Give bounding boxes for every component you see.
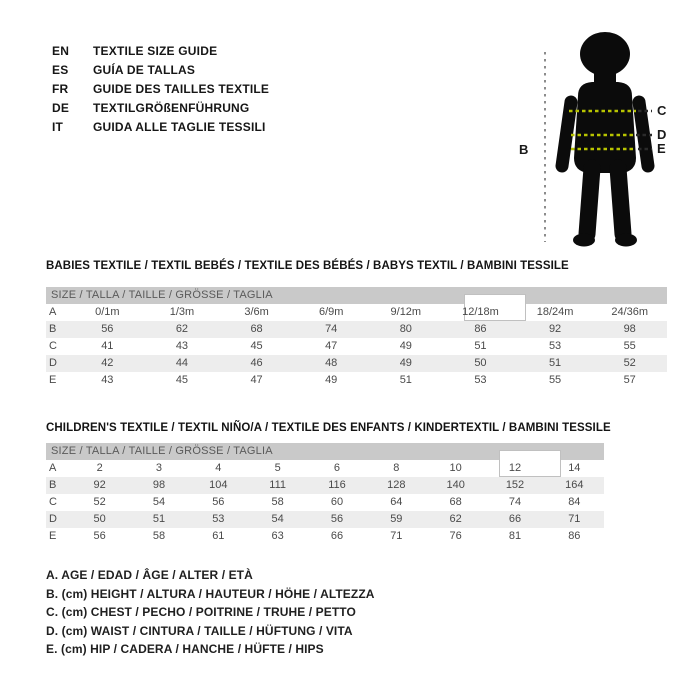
size-cell: 66 xyxy=(330,530,344,542)
size-cell: 81 xyxy=(508,530,522,542)
size-cell: 3 xyxy=(155,462,163,474)
size-cell: 50 xyxy=(474,357,487,369)
size-cell: 24/36m xyxy=(611,306,649,318)
row-label: A xyxy=(49,306,57,318)
size-cell: 42 xyxy=(101,357,114,369)
size-cell: 56 xyxy=(93,530,106,542)
size-cell: 86 xyxy=(474,323,487,335)
size-cell: 58 xyxy=(271,496,284,508)
size-cell: 51 xyxy=(548,357,562,369)
size-cell: 54 xyxy=(152,496,166,508)
size-cell: 152 xyxy=(505,479,525,491)
size-cell: 92 xyxy=(93,479,106,491)
size-cell: 57 xyxy=(623,374,636,386)
size-cell: 8 xyxy=(393,462,400,474)
size-cell: 68 xyxy=(250,323,263,335)
size-cell: 52 xyxy=(93,496,106,508)
size-cell: 47 xyxy=(250,374,263,386)
chest-measure-label: C xyxy=(657,103,667,118)
size-header-bar: SIZE / TALLA / TAILLE / GRÖSSE / TAGLIA xyxy=(46,287,667,304)
size-header-bar: SIZE / TALLA / TAILLE / GRÖSSE / TAGLIA xyxy=(46,443,604,460)
size-cell: 49 xyxy=(399,340,412,352)
size-cell: 116 xyxy=(328,479,346,491)
size-cell: 50 xyxy=(93,513,106,525)
size-cell: 58 xyxy=(152,530,166,542)
row-label: D xyxy=(49,513,57,525)
size-cell: 51 xyxy=(399,374,412,386)
language-code: EN xyxy=(52,44,70,58)
size-cell: 6 xyxy=(333,462,341,474)
size-cell: 41 xyxy=(101,340,114,352)
row-label: D xyxy=(49,357,57,369)
size-cell: 55 xyxy=(623,340,636,352)
babies-table-title: BABIES TEXTILE / TEXTIL BEBÉS / TEXTILE DES BÉBÉS / BABYS TEXTIL / BAMBINI TESSILE xyxy=(46,260,569,272)
language-label: TEXTILGRÖßENFÜHRUNG xyxy=(93,101,250,115)
height-measure-label: B xyxy=(519,142,529,157)
size-cell: 52 xyxy=(623,357,636,369)
size-cell: 98 xyxy=(152,479,166,491)
size-cell: 66 xyxy=(508,513,522,525)
size-cell: 9/12m xyxy=(390,306,422,318)
size-cell: 45 xyxy=(175,374,189,386)
size-cell: 12 xyxy=(508,462,522,474)
language-label: GUIDE DES TAILLES TEXTILE xyxy=(93,82,270,96)
language-row xyxy=(52,118,269,137)
row-label: C xyxy=(49,496,57,508)
language-label: GUIDA ALLE TAGLIE TESSILI xyxy=(93,120,266,134)
size-cell: 47 xyxy=(325,340,338,352)
table-row-d xyxy=(46,355,667,372)
table-row-b xyxy=(46,321,667,338)
size-cell: 4 xyxy=(215,462,222,474)
row-label: E xyxy=(49,530,57,542)
size-cell: 53 xyxy=(548,340,562,352)
size-cell: 14 xyxy=(568,462,581,474)
size-cell: 18/24m xyxy=(536,306,574,318)
size-cell: 53 xyxy=(212,513,225,525)
legend-line: B. (cm) HEIGHT / ALTURA / HAUTEUR / HÖHE / ALTEZZA xyxy=(46,586,375,601)
size-cell: 62 xyxy=(175,323,189,335)
language-row xyxy=(52,80,269,99)
language-title-list xyxy=(52,42,269,137)
legend-line: D. (cm) WAIST / CINTURA / TAILLE / HÜFTUNG / VITA xyxy=(46,623,353,638)
size-cell: 44 xyxy=(175,357,189,369)
measurement-legend xyxy=(46,566,375,659)
size-cell: 6/9m xyxy=(318,306,344,318)
legend-line: C. (cm) CHEST / PECHO / POITRINE / TRUHE / PETTO xyxy=(46,605,356,620)
size-cell: 12/18m xyxy=(462,306,499,318)
table-row-c xyxy=(46,494,604,511)
size-cell: 45 xyxy=(250,340,263,352)
table-row-d xyxy=(46,511,604,528)
legend-line: A. AGE / EDAD / ÂGE / ALTER / ETÀ xyxy=(46,568,253,582)
size-cell: 59 xyxy=(390,513,403,525)
size-cell: 43 xyxy=(101,374,114,386)
size-cell: 56 xyxy=(330,513,344,525)
size-cell: 3/6m xyxy=(244,306,269,318)
size-cell: 43 xyxy=(175,340,189,352)
table-row-c xyxy=(46,338,667,355)
size-cell: 2 xyxy=(96,462,103,474)
size-cell: 74 xyxy=(508,496,522,508)
size-cell: 64 xyxy=(390,496,403,508)
legend-line: E. (cm) HIP / CADERA / HANCHE / HÜFTE / HIPS xyxy=(46,642,324,657)
size-cell: 10 xyxy=(449,462,462,474)
size-cell: 55 xyxy=(548,374,562,386)
table-row-a xyxy=(46,460,604,477)
row-label: B xyxy=(49,323,57,335)
size-cell: 68 xyxy=(449,496,462,508)
table-row-a xyxy=(46,304,667,321)
size-cell: 51 xyxy=(474,340,487,352)
babies-size-table xyxy=(46,287,667,389)
child-measurement-figure xyxy=(505,18,695,253)
size-cell: 140 xyxy=(446,479,465,491)
language-code: ES xyxy=(52,63,69,77)
children-table-title: CHILDREN'S TEXTILE / TEXTIL NIÑO/A / TEXTILE DES ENFANTS / KINDERTEXTIL / BAMBINI TESSILE xyxy=(46,422,611,434)
child-silhouette xyxy=(562,32,648,247)
size-cell: 48 xyxy=(325,357,338,369)
language-row xyxy=(52,99,269,118)
size-cell: 46 xyxy=(250,357,263,369)
table-row-e xyxy=(46,528,604,545)
size-cell: 60 xyxy=(330,496,344,508)
language-row xyxy=(52,61,269,80)
table-row-b xyxy=(46,477,604,494)
child-silhouette-graphic xyxy=(505,18,695,253)
size-cell: 80 xyxy=(399,323,412,335)
size-cell: 61 xyxy=(212,530,225,542)
row-label: A xyxy=(49,462,57,474)
size-cell: 84 xyxy=(568,496,581,508)
table-row-e xyxy=(46,372,667,389)
size-cell: 53 xyxy=(474,374,487,386)
hip-measure-label: E xyxy=(657,141,666,156)
language-code: DE xyxy=(52,101,70,115)
language-label: TEXTILE SIZE GUIDE xyxy=(93,44,218,58)
size-cell: 74 xyxy=(325,323,338,335)
size-cell: 0/1m xyxy=(95,306,120,318)
size-cell: 62 xyxy=(449,513,462,525)
size-cell: 104 xyxy=(209,479,228,491)
language-row xyxy=(52,42,269,61)
size-cell: 76 xyxy=(449,530,462,542)
size-cell: 111 xyxy=(269,479,287,491)
size-cell: 1/3m xyxy=(169,306,195,318)
size-cell: 56 xyxy=(212,496,225,508)
row-label: B xyxy=(49,479,57,491)
size-cell: 92 xyxy=(548,323,562,335)
size-cell: 98 xyxy=(623,323,636,335)
size-cell: 49 xyxy=(399,357,412,369)
size-cell: 49 xyxy=(325,374,338,386)
size-cell: 51 xyxy=(152,513,166,525)
size-cell: 164 xyxy=(565,479,584,491)
size-cell: 86 xyxy=(568,530,581,542)
row-label: C xyxy=(49,340,57,352)
waist-measure-label: D xyxy=(657,127,667,142)
size-cell: 71 xyxy=(568,513,581,525)
children-size-table xyxy=(46,443,604,545)
size-cell: 71 xyxy=(390,530,403,542)
size-cell: 56 xyxy=(101,323,114,335)
size-cell: 5 xyxy=(274,462,281,474)
size-cell: 63 xyxy=(271,530,284,542)
size-cell: 128 xyxy=(387,479,406,491)
row-label: E xyxy=(49,374,57,386)
language-label: GUÍA DE TALLAS xyxy=(93,63,196,77)
language-code: FR xyxy=(52,82,69,96)
language-code: IT xyxy=(52,120,64,134)
size-cell: 54 xyxy=(271,513,284,525)
